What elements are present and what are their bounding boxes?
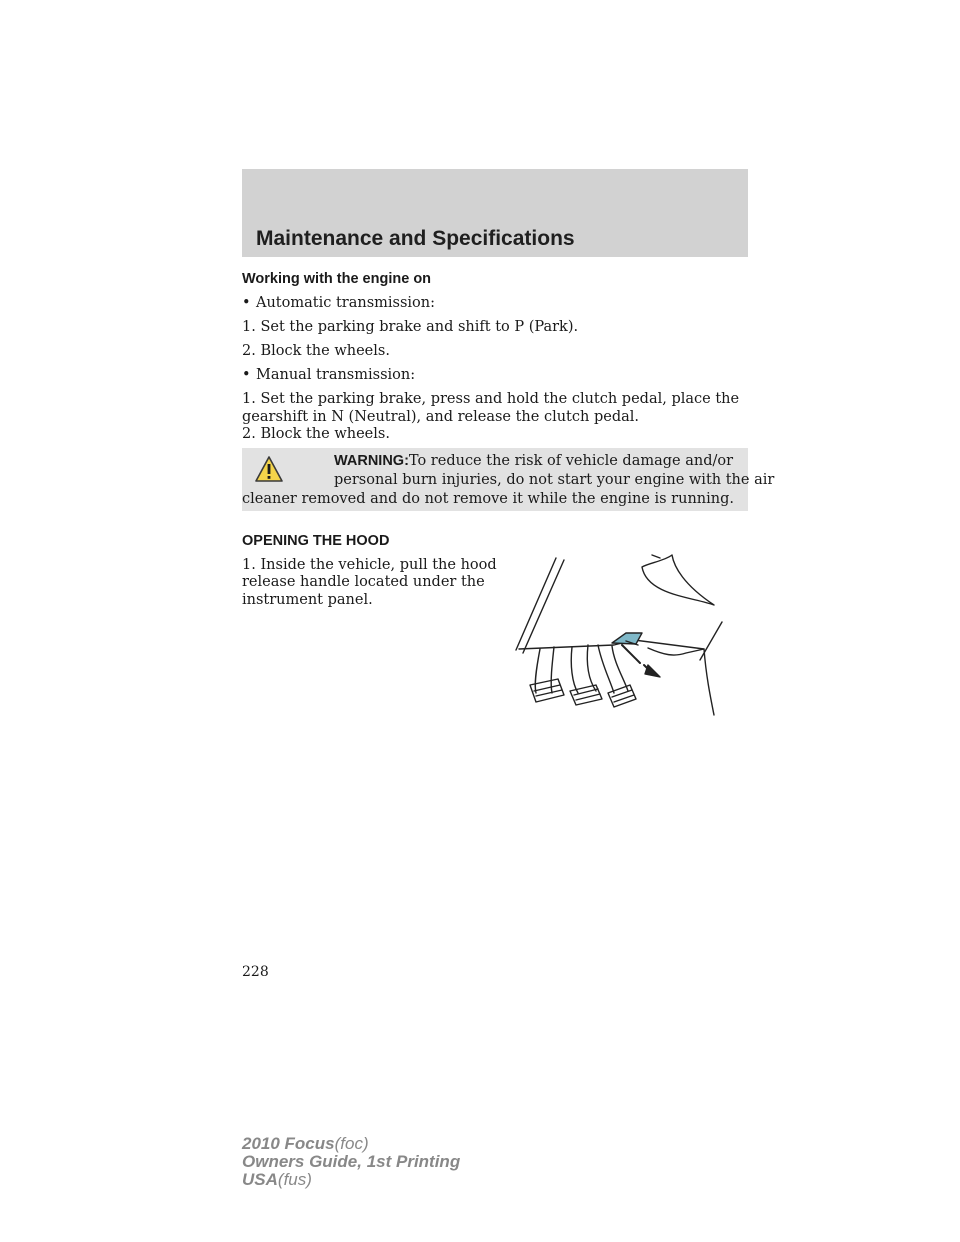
warning-label: WARNING: xyxy=(334,453,409,469)
manual-step-1-line-1: 1. Set the parking brake, press and hold the clutch pedal, place the xyxy=(242,391,740,407)
manual-step-2: 2. Block the wheels. xyxy=(242,426,390,442)
bullet-automatic xyxy=(242,294,435,313)
bullet-manual xyxy=(242,366,415,385)
page-number: 228 xyxy=(242,964,269,980)
bullet-icon: • xyxy=(242,295,251,311)
hood-step-1-line-1: 1. Inside the vehicle, pull the hood xyxy=(242,557,497,573)
hood-heading: OPENING THE HOOD xyxy=(242,533,390,549)
footer-printing: Owners Guide, 1st Printing xyxy=(242,1152,461,1171)
bullet-manual-text: Manual transmission: xyxy=(256,367,416,383)
warning-text xyxy=(242,452,775,509)
section-header-band xyxy=(242,169,748,257)
hood-step-1-line-3: instrument panel. xyxy=(242,592,373,608)
footer-market: USA xyxy=(242,1170,278,1189)
footer-model: 2010 Focus xyxy=(242,1134,335,1153)
auto-step-1: 1. Set the parking brake and shift to P (Park). xyxy=(242,319,579,335)
warning-line-3: cleaner removed and do not remove it while the engine is running. xyxy=(242,491,734,507)
auto-step-2: 2. Block the wheels. xyxy=(242,343,390,359)
bullet-icon: • xyxy=(242,367,251,383)
manual-step-1-line-2: gearshift in N (Neutral), and release the clutch pedal. xyxy=(242,409,639,425)
warning-line-1: To reduce the risk of vehicle damage and/or xyxy=(408,453,734,469)
section-title: Maintenance and Specifications xyxy=(256,227,575,250)
engine-on-heading: Working with the engine on xyxy=(242,271,432,287)
hood-step-1-line-2: release handle located under the xyxy=(242,574,485,590)
bullet-automatic-text: Automatic transmission: xyxy=(256,295,435,311)
footer-market-code: (fus) xyxy=(277,1170,312,1189)
warning-box xyxy=(242,448,775,511)
hood-release-handle-illustration xyxy=(514,545,750,720)
document-footer xyxy=(242,1135,460,1189)
footer-model-code: (foc) xyxy=(334,1134,369,1153)
warning-line-2: personal burn injuries, do not start your engine with the air xyxy=(334,472,775,488)
